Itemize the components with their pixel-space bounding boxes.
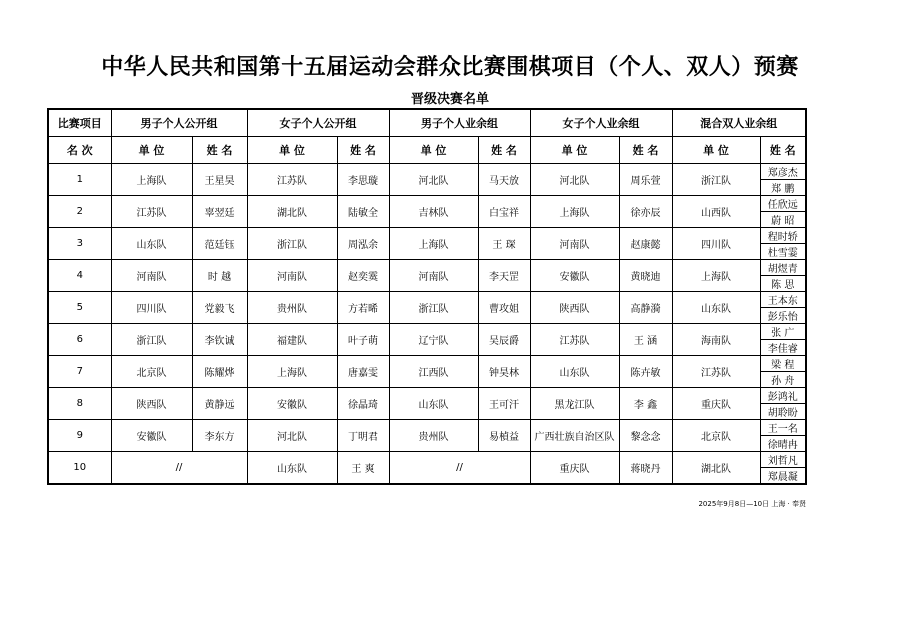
name-cell: 周泓余 bbox=[337, 228, 389, 260]
unit-cell: 北京队 bbox=[111, 356, 192, 388]
table-row bbox=[48, 452, 806, 468]
unit-label: 单 位 bbox=[111, 137, 192, 164]
pair-name-cell: 程时轿 bbox=[760, 228, 806, 244]
name-cell: 陆敏全 bbox=[337, 196, 389, 228]
unit-cell: 北京队 bbox=[672, 420, 760, 452]
unit-cell: 湖北队 bbox=[672, 452, 760, 485]
name-cell: 黄静远 bbox=[192, 388, 247, 420]
unit-label: 单 位 bbox=[530, 137, 619, 164]
name-cell: 曹攻姐 bbox=[478, 292, 530, 324]
name-cell: 王星昊 bbox=[192, 164, 247, 196]
unit-cell: 江苏队 bbox=[672, 356, 760, 388]
unit-label: 单 位 bbox=[389, 137, 478, 164]
group-header-mixed-pair: 混合双人业余组 bbox=[672, 109, 806, 137]
name-cell: 李钦诚 bbox=[192, 324, 247, 356]
name-cell: 易楨益 bbox=[478, 420, 530, 452]
table-row bbox=[48, 292, 806, 308]
unit-cell: 河北队 bbox=[389, 164, 478, 196]
unit-cell: 上海队 bbox=[111, 164, 192, 196]
unit-label: 单 位 bbox=[247, 137, 337, 164]
event-label: 比赛项目 bbox=[48, 109, 111, 137]
unit-cell: 重庆队 bbox=[672, 388, 760, 420]
pair-name-cell: 张 广 bbox=[760, 324, 806, 340]
name-cell: 王可汗 bbox=[478, 388, 530, 420]
unit-cell: 江苏队 bbox=[247, 164, 337, 196]
pair-name-cell: 王本东 bbox=[760, 292, 806, 308]
name-cell: 赵奕霙 bbox=[337, 260, 389, 292]
name-cell: 周乐萱 bbox=[619, 164, 672, 196]
pair-name-cell: 郑晨凝 bbox=[760, 468, 806, 485]
rank-cell: 9 bbox=[48, 420, 111, 452]
name-cell: 徐晶琦 bbox=[337, 388, 389, 420]
name-label: 姓 名 bbox=[760, 137, 806, 164]
name-label: 姓 名 bbox=[478, 137, 530, 164]
page-subtitle: 晋级决赛名单 bbox=[410, 92, 489, 107]
table-row bbox=[48, 420, 806, 436]
unit-cell: 吉林队 bbox=[389, 196, 478, 228]
unit-cell: 陕西队 bbox=[530, 292, 619, 324]
name-cell: 蒋晓丹 bbox=[619, 452, 672, 485]
pair-name-cell: 胡聆盼 bbox=[760, 404, 806, 420]
unit-cell: 上海队 bbox=[389, 228, 478, 260]
unit-cell: 重庆队 bbox=[530, 452, 619, 485]
name-cell: 赵康懿 bbox=[619, 228, 672, 260]
unit-cell: 江苏队 bbox=[530, 324, 619, 356]
unit-label: 单 位 bbox=[672, 137, 760, 164]
name-cell: 黎念念 bbox=[619, 420, 672, 452]
unit-cell: 山东队 bbox=[672, 292, 760, 324]
name-cell: 时 越 bbox=[192, 260, 247, 292]
name-cell: 唐嘉雯 bbox=[337, 356, 389, 388]
unit-cell: 安徽队 bbox=[530, 260, 619, 292]
group-header-women-open: 女子个人公开组 bbox=[247, 109, 389, 137]
pair-name-cell: 杜雪霎 bbox=[760, 244, 806, 260]
unit-cell: 河北队 bbox=[247, 420, 337, 452]
unit-cell: 浙江队 bbox=[389, 292, 478, 324]
group-header-row bbox=[48, 109, 806, 137]
table-row bbox=[48, 260, 806, 276]
unit-cell: 湖北队 bbox=[247, 196, 337, 228]
unit-cell: 山西队 bbox=[672, 196, 760, 228]
unit-cell: 安徽队 bbox=[111, 420, 192, 452]
name-cell: 丁明君 bbox=[337, 420, 389, 452]
name-cell: 王 爽 bbox=[337, 452, 389, 485]
unit-cell: 浙江队 bbox=[672, 164, 760, 196]
event-date: 2025年9月8日—10日 上海 · 奉贤 bbox=[698, 500, 806, 508]
group-header-women-amateur: 女子个人业余组 bbox=[530, 109, 672, 137]
group-header-men-open: 男子个人公开组 bbox=[111, 109, 247, 137]
unit-cell: 四川队 bbox=[111, 292, 192, 324]
pair-name-cell: 彭乐怡 bbox=[760, 308, 806, 324]
name-cell: 李天罡 bbox=[478, 260, 530, 292]
rank-cell: 6 bbox=[48, 324, 111, 356]
table-row bbox=[48, 356, 806, 372]
name-cell: 范廷钰 bbox=[192, 228, 247, 260]
pair-name-cell: 蔚 昭 bbox=[760, 212, 806, 228]
group-header-men-amateur: 男子个人业余组 bbox=[389, 109, 530, 137]
name-cell: 陈耀烨 bbox=[192, 356, 247, 388]
name-cell: 王 涵 bbox=[619, 324, 672, 356]
table-row bbox=[48, 228, 806, 244]
unit-cell: // bbox=[389, 452, 530, 485]
unit-cell: 陕西队 bbox=[111, 388, 192, 420]
unit-cell: 上海队 bbox=[672, 260, 760, 292]
unit-cell: 上海队 bbox=[530, 196, 619, 228]
name-cell: 李 鑫 bbox=[619, 388, 672, 420]
pair-name-cell: 彭鸿礼 bbox=[760, 388, 806, 404]
unit-cell: 浙江队 bbox=[247, 228, 337, 260]
pair-name-cell: 梁 程 bbox=[760, 356, 806, 372]
name-cell: 辜翌廷 bbox=[192, 196, 247, 228]
unit-cell: 山东队 bbox=[247, 452, 337, 485]
name-cell: 党毅飞 bbox=[192, 292, 247, 324]
unit-cell: 山东队 bbox=[389, 388, 478, 420]
unit-cell: 山东队 bbox=[111, 228, 192, 260]
page-title: 中华人民共和国第十五届运动会群众比赛围棋项目（个人、双人）预赛 bbox=[101, 54, 799, 80]
pair-name-cell: 徐晴冉 bbox=[760, 436, 806, 452]
pair-name-cell: 任欣远 bbox=[760, 196, 806, 212]
name-cell: 马天放 bbox=[478, 164, 530, 196]
pair-name-cell: 陈 思 bbox=[760, 276, 806, 292]
unit-cell: 江苏队 bbox=[111, 196, 192, 228]
rank-cell: 7 bbox=[48, 356, 111, 388]
name-label: 姓 名 bbox=[337, 137, 389, 164]
unit-cell: // bbox=[111, 452, 247, 485]
column-header-row bbox=[48, 137, 806, 164]
name-cell: 李东方 bbox=[192, 420, 247, 452]
unit-cell: 浙江队 bbox=[111, 324, 192, 356]
unit-cell: 河南队 bbox=[111, 260, 192, 292]
rank-cell: 2 bbox=[48, 196, 111, 228]
unit-cell: 广西壮族自治区队 bbox=[530, 420, 619, 452]
results-body bbox=[48, 164, 806, 485]
name-cell: 王 琛 bbox=[478, 228, 530, 260]
name-cell: 方若晞 bbox=[337, 292, 389, 324]
unit-cell: 江西队 bbox=[389, 356, 478, 388]
pair-name-cell: 李佳睿 bbox=[760, 340, 806, 356]
unit-cell: 黑龙江队 bbox=[530, 388, 619, 420]
unit-cell: 河南队 bbox=[389, 260, 478, 292]
name-cell: 吴辰爵 bbox=[478, 324, 530, 356]
name-cell: 陈卉敏 bbox=[619, 356, 672, 388]
name-cell: 钟昊林 bbox=[478, 356, 530, 388]
rank-cell: 8 bbox=[48, 388, 111, 420]
unit-cell: 河北队 bbox=[530, 164, 619, 196]
unit-cell: 山东队 bbox=[530, 356, 619, 388]
name-cell: 黄晓迪 bbox=[619, 260, 672, 292]
pair-name-cell: 孙 舟 bbox=[760, 372, 806, 388]
unit-cell: 上海队 bbox=[247, 356, 337, 388]
unit-cell: 辽宁队 bbox=[389, 324, 478, 356]
pair-name-cell: 刘哲凡 bbox=[760, 452, 806, 468]
pair-name-cell: 郑彦杰 bbox=[760, 164, 806, 180]
name-label: 姓 名 bbox=[192, 137, 247, 164]
name-label: 姓 名 bbox=[619, 137, 672, 164]
unit-cell: 四川队 bbox=[672, 228, 760, 260]
table-row bbox=[48, 196, 806, 212]
unit-cell: 贵州队 bbox=[389, 420, 478, 452]
unit-cell: 海南队 bbox=[672, 324, 760, 356]
rank-cell: 4 bbox=[48, 260, 111, 292]
name-cell: 李思璇 bbox=[337, 164, 389, 196]
name-cell: 叶子萌 bbox=[337, 324, 389, 356]
unit-cell: 贵州队 bbox=[247, 292, 337, 324]
rank-cell: 5 bbox=[48, 292, 111, 324]
rank-label: 名 次 bbox=[48, 137, 111, 164]
table-row bbox=[48, 324, 806, 340]
unit-cell: 安徽队 bbox=[247, 388, 337, 420]
name-cell: 白宝祥 bbox=[478, 196, 530, 228]
rank-cell: 10 bbox=[48, 452, 111, 485]
pair-name-cell: 王一名 bbox=[760, 420, 806, 436]
pair-name-cell: 胡煜青 bbox=[760, 260, 806, 276]
rank-cell: 1 bbox=[48, 164, 111, 196]
results-table bbox=[47, 108, 807, 485]
unit-cell: 河南队 bbox=[247, 260, 337, 292]
unit-cell: 福建队 bbox=[247, 324, 337, 356]
pair-name-cell: 郑 鹏 bbox=[760, 180, 806, 196]
table-row bbox=[48, 164, 806, 180]
name-cell: 徐亦辰 bbox=[619, 196, 672, 228]
name-cell: 高静漪 bbox=[619, 292, 672, 324]
unit-cell: 河南队 bbox=[530, 228, 619, 260]
table-row bbox=[48, 388, 806, 404]
rank-cell: 3 bbox=[48, 228, 111, 260]
